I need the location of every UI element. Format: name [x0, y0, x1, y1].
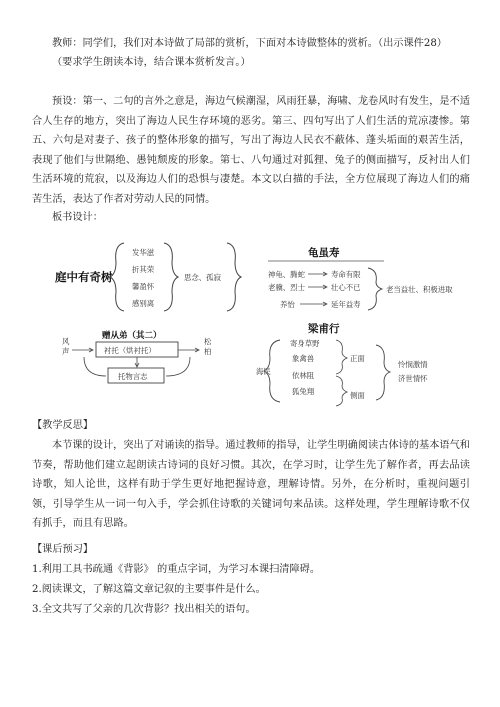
- d4-right-1: 怜悯激情: [398, 360, 428, 369]
- d4-item-2: 象禽兽: [292, 354, 315, 363]
- d1-side-note: 思念、孤寂: [184, 273, 221, 282]
- d3-right-1: 松: [204, 337, 212, 346]
- request-paragraph: （要求学生朗读本诗，结合课本赏析发言。）: [52, 57, 251, 68]
- d2-brace: [368, 268, 382, 310]
- d4-left-label: 海民: [256, 367, 271, 376]
- preview-heading: 【课后预习】: [32, 544, 94, 555]
- d4-title: 梁甫行: [308, 323, 340, 335]
- d4-item-3: 依林阻: [292, 371, 315, 380]
- d2-left-3: 养怡: [280, 300, 295, 309]
- d4-brace-lower: [336, 376, 347, 406]
- preview-item-1: 1.利用工具书疏通《背影》 的重点字词，为学习本课扫清障碍。: [32, 564, 321, 575]
- d3-left-curve: [84, 357, 106, 376]
- reflection-body: 本节课的设计，突出了对诵读的指导。通过教师的指导，让学生明确阅读古体诗的基本语气和节奏，帮助他们建立起朗读古诗词的良好习惯。其次，在学习时，让学生先了解作者，再去品读诗歌，知人论世，这样有助于学生更好地把握诗意，理解诗情。另外，在分析时，重视问题引领，引导学生从一词一句入手，学会抓住诗歌的关键词句来品读。这样处理，学生理解诗歌不仅有抓手，而且有思路。: [32, 440, 470, 529]
- d1-title: 庭中有奇树: [55, 270, 113, 284]
- d4-right-brace: [376, 345, 390, 400]
- d3-box-1-text: 衬托（烘衬托）: [104, 346, 156, 355]
- board-design-label: 板书设计：: [52, 212, 103, 223]
- d3-right-curve: [166, 357, 190, 376]
- d2-left-1: 神龟、腾蛇: [268, 270, 305, 279]
- d2-left-2: 老骥、烈士: [268, 283, 305, 292]
- preview-item-2: 2.阅读课文，了解这篇文章记叙的主要事件是什么。: [32, 584, 266, 595]
- d3-left-1: 风: [62, 337, 70, 346]
- d1-item-2: 折其荣: [132, 265, 155, 274]
- preview-item-3: 3.全文共写了父亲的几次背影？找出相关的语句。: [32, 604, 256, 615]
- d2-mid-3: 延年益寿: [331, 300, 361, 309]
- d2-mid-2: 壮心不已: [331, 283, 361, 292]
- d2-right-note: 老当益壮、积极进取: [386, 285, 453, 294]
- d1-outer-brace: [227, 243, 241, 311]
- d1-right-brace: [164, 243, 178, 311]
- d3-box-2-text: 托物言志: [118, 372, 148, 381]
- d1-item-4: 感别离: [132, 299, 155, 308]
- d4-item-4: 狐兔翔: [292, 387, 315, 396]
- d4-item-1: 寄身草野: [290, 339, 320, 348]
- d3-right-2: 柏: [204, 347, 212, 356]
- d4-mid-front: 正面: [350, 354, 365, 363]
- d4-mid-side: 侧面: [350, 391, 365, 400]
- d3-left-2: 声: [62, 347, 70, 356]
- d4-right-2: 济世情怀: [398, 374, 428, 383]
- d2-title: 龟虽寿: [308, 247, 340, 259]
- d4-brace-upper: [336, 340, 347, 374]
- d1-item-1: 发华滋: [132, 248, 155, 257]
- reflection-heading: 【教学反思】: [32, 420, 94, 431]
- teacher-paragraph: 教师：同学们，我们对本诗做了局部的赏析，下面对本诗做整体的赏析。（出示课件28）: [52, 38, 447, 49]
- d3-title: 赠从弟（其二）: [102, 331, 162, 341]
- d1-item-3: 馨盈怀: [132, 282, 155, 291]
- preset-paragraph: 预设：第一、二句的言外之意是，海边气候潮湿，风雨狂暴，海啸、龙卷风时有发生，是不适合人生存的地方，突出了海边人民生存环境的恶劣。第三、四句写出了人们生活的荒凉凄惨。第五、六句是对妻子、孩子的整体形象的描写，写出了海边人民衣不蔽体、蓬头垢面的艰苦生活，表现了他们与世隔绝、愚钝颓废的形象。第七、八句通过对狐狸、兔子的侧面描写，反衬出人们生活环境的荒寂，以及海边人们的恐惧与凄楚。本文以白描的手法，全方位展现了海边人们的痛苦生活，表达了作者对劳动人民的同情。: [32, 96, 470, 205]
- d2-mid-1: 寿命有限: [331, 270, 361, 279]
